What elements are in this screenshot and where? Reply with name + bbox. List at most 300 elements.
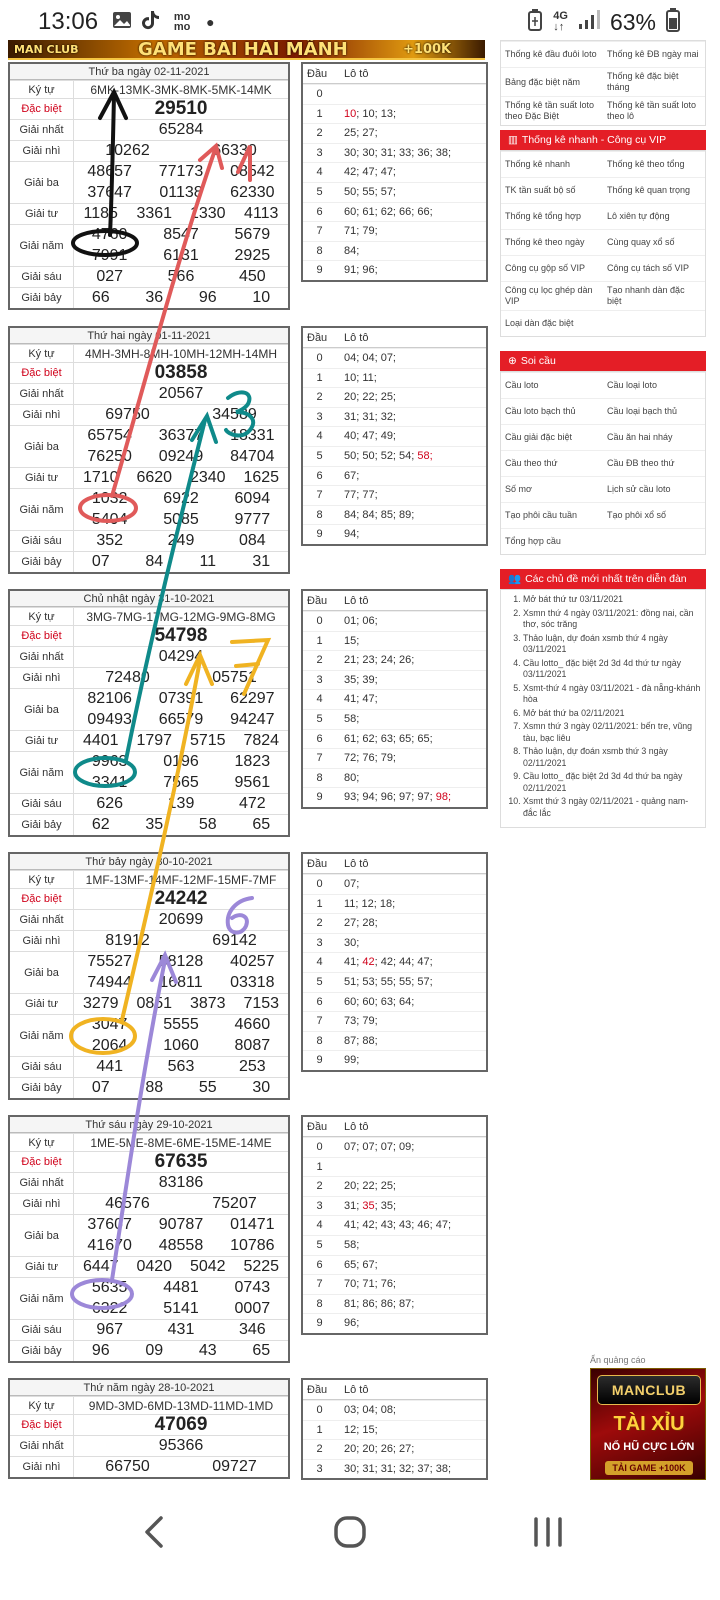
- prize-number: 6094: [234, 490, 271, 508]
- loto-row: [303, 1137, 486, 1157]
- recents-button[interactable]: [518, 1502, 578, 1562]
- threads-list: [503, 594, 701, 819]
- ad-subline: NỔ HŨ CỰC LỚN: [603, 1441, 695, 1453]
- special-prize-number: 29510: [154, 98, 208, 119]
- loto-values: [336, 1401, 486, 1420]
- sidebar-link[interactable]: Cầu ăn hai nháy: [607, 432, 673, 442]
- loto-row: [303, 1235, 486, 1255]
- prize-row: [10, 1214, 288, 1256]
- thread-link[interactable]: 7. Xsmn thứ 3 ngày 02/11/2021: bến tre, vũng tàu, bạc liêu: [523, 721, 701, 744]
- sidebar-row: [501, 476, 705, 502]
- loto-values: [336, 1256, 486, 1275]
- prize-row: [10, 888, 288, 909]
- prize-label: Giải năm: [10, 1015, 74, 1056]
- prize-number: 08542: [230, 163, 275, 181]
- loto-values: [336, 349, 486, 368]
- prize-values: [74, 815, 288, 835]
- vip-tools-header[interactable]: [500, 130, 706, 150]
- loto-head-digit: 6: [316, 1258, 323, 1271]
- loto-text: 96;: [344, 1317, 360, 1330]
- prize-number: 74944: [87, 973, 132, 991]
- loto-header: [303, 328, 486, 348]
- sidebar-link[interactable]: Lịch sử cầu loto: [607, 484, 671, 494]
- prize-label: Giải bảy: [10, 552, 74, 572]
- prize-row: [10, 1435, 288, 1456]
- sidebar-row: [501, 450, 705, 476]
- threads-header[interactable]: [500, 569, 706, 589]
- prize-number: 4481: [163, 1279, 199, 1297]
- prize-row: [10, 1456, 288, 1477]
- sidebar-row: [501, 41, 705, 67]
- sidebar-link[interactable]: TK tần suất bộ số: [505, 185, 576, 195]
- prize-row: [10, 793, 288, 814]
- sidebar-link[interactable]: Cầu loto: [505, 380, 539, 390]
- loto-values: [336, 651, 486, 670]
- sidebar-link[interactable]: Cầu loại bạch thủ: [607, 406, 678, 416]
- sidebar-row: [501, 96, 705, 125]
- loto-head-digit: 1: [316, 1160, 323, 1173]
- loto-highlight: 58;: [417, 449, 433, 462]
- kytu-label: Ký tự: [10, 1397, 74, 1414]
- prize-number: 09727: [212, 1458, 257, 1475]
- prize-label: Giải tư: [10, 468, 74, 488]
- loto-head-digit: 1: [316, 634, 323, 647]
- kytu-value: 1MF-13MF-14MF-12MF-15MF-7MF: [85, 872, 277, 887]
- prize-number: 9963: [91, 753, 128, 771]
- sidebar-row: [501, 203, 705, 229]
- prize-row: [10, 1077, 288, 1098]
- prize-number: 5042: [189, 1258, 226, 1275]
- prize-row: [10, 425, 288, 467]
- loto-row: [303, 1215, 486, 1235]
- prize-number: 3341: [91, 773, 128, 791]
- thread-link[interactable]: 5. Xsmt-thứ 4 ngày 03/11/2021 - đà nẵng-khánh hòa: [523, 683, 701, 706]
- loto-table: [301, 1115, 488, 1335]
- loto-head-digit: 3: [316, 146, 323, 159]
- thread-link[interactable]: 3. Thảo luận, dự đoán xsmb thứ 4 ngày 03/11/2021: [523, 633, 701, 656]
- prize-values: [74, 1173, 288, 1193]
- prize-number: 1625: [243, 469, 280, 486]
- loto-head-dau: Đầu: [307, 1384, 328, 1396]
- prize-label: Giải sáu: [10, 794, 74, 814]
- thread-link[interactable]: 9. Cầu lotto_ đặc biệt 2d 3d 4d thứ ba ngày 02/11/2021: [523, 771, 701, 794]
- special-prize-number: 47069: [154, 1414, 208, 1435]
- soicau-title: Soi cầu: [520, 355, 556, 367]
- special-prize-number: 67635: [154, 1151, 208, 1172]
- prize-number: 4760: [91, 226, 128, 244]
- loto-row: [303, 466, 486, 486]
- loto-head-digit: 4: [316, 956, 323, 969]
- loto-row: [303, 387, 486, 407]
- loto-text: 60; 61; 62; 66; 66;: [344, 205, 433, 218]
- prize-values: [74, 363, 288, 383]
- prize-number: 1060: [163, 1036, 199, 1054]
- prize-number: 450: [238, 268, 266, 285]
- loto-head-loto: Lô tô: [344, 858, 369, 870]
- loto-head-digit: 6: [316, 995, 323, 1008]
- prize-label: Giải nhì: [10, 931, 74, 951]
- loto-values: [336, 261, 486, 280]
- loto-table: [301, 1378, 488, 1480]
- thread-link[interactable]: 10. Xsmt thứ 3 ngày 02/11/2021 - quảng nam-đắc lắc: [523, 796, 701, 819]
- prize-values: [74, 1436, 288, 1456]
- prize-number: 72480: [105, 669, 150, 686]
- loto-head-digit: 5: [316, 185, 323, 198]
- loto-text: 67;: [344, 469, 360, 482]
- prize-row: [10, 730, 288, 751]
- sidebar-link[interactable]: Tạo phôi cầu tuần: [505, 510, 578, 520]
- loto-values: [336, 1197, 486, 1216]
- sidebar-link[interactable]: Thống kê đầu đuôi loto: [505, 49, 597, 59]
- sidebar-link[interactable]: Thống kê tổng hợp: [505, 211, 581, 221]
- thread-link[interactable]: 2. Xsmn thứ 4 ngày 03/11/2021: đồng nai, cần thơ, sóc trăng: [523, 608, 701, 631]
- prize-label: Đặc biệt: [10, 99, 74, 119]
- threads-title: Các chủ đề mới nhất trên diễn đàn: [525, 573, 687, 585]
- loto-values: [336, 1158, 486, 1177]
- loto-text: 77; 77;: [344, 489, 378, 502]
- results-date-title[interactable]: Thứ sáu ngày 29-10-2021: [10, 1117, 288, 1133]
- prize-number: 01471: [230, 1216, 275, 1234]
- soicau-header[interactable]: [500, 351, 706, 371]
- sidebar-row: [501, 398, 705, 424]
- results-date-title[interactable]: Thứ ba ngày 02-11-2021: [10, 64, 288, 80]
- loto-values: [336, 144, 486, 163]
- prize-label: Giải năm: [10, 1278, 74, 1319]
- sidebar-link[interactable]: Thống kê quan trọng: [607, 185, 691, 195]
- prize-row: [10, 530, 288, 551]
- prize-row: [10, 751, 288, 793]
- notification-dot-icon: ●: [206, 14, 215, 30]
- loto-values: [336, 203, 486, 222]
- prize-values: [74, 267, 288, 287]
- loto-text: 31;: [344, 1199, 363, 1212]
- loto-row: [303, 485, 486, 505]
- loto-values: [336, 1012, 486, 1031]
- loto-values: [336, 447, 486, 466]
- loto-text: 71; 79;: [344, 225, 378, 238]
- prize-values: [74, 994, 288, 1014]
- prize-values: [74, 288, 288, 308]
- kytu-value: 1ME-5ME-8ME-6ME-15ME-14ME: [90, 1135, 272, 1150]
- loto-head-digit: 0: [316, 878, 323, 890]
- banner-right-text: +100K: [403, 42, 452, 57]
- loto-row: [303, 1031, 486, 1051]
- prize-number: 76250: [87, 447, 132, 465]
- prize-values: [74, 1341, 288, 1361]
- loto-row: [303, 84, 486, 104]
- prize-number: 69750: [105, 406, 150, 423]
- prize-label: Đặc biệt: [10, 1152, 74, 1172]
- prize-number: 2064: [91, 1036, 128, 1054]
- sidebar-link[interactable]: Cầu ĐB theo thứ: [607, 458, 675, 468]
- prize-row: [10, 688, 288, 730]
- sidebar-row: [501, 372, 705, 398]
- loto-head-dau: Đầu: [307, 332, 328, 344]
- prize-number: 7991: [91, 246, 128, 264]
- loto-row: [303, 787, 486, 807]
- loto-values: [336, 788, 486, 807]
- loto-row: [303, 874, 486, 894]
- prize-label: Giải sáu: [10, 267, 74, 287]
- vip-tools-title: Thống kê nhanh - Công cụ VIP: [521, 134, 667, 146]
- loto-values: [336, 1138, 486, 1157]
- prize-number: 10: [252, 289, 271, 306]
- loto-values: [336, 525, 486, 544]
- loto-head-digit: 4: [316, 430, 323, 443]
- manclub-ad[interactable]: [590, 1368, 706, 1480]
- recents-icon: [530, 1514, 566, 1550]
- sidebar-link[interactable]: Số mơ: [505, 484, 532, 494]
- prize-label: Giải ba: [10, 162, 74, 203]
- prize-number: 05751: [212, 669, 257, 686]
- sidebar-link[interactable]: Thống kê ĐB ngày mai: [607, 49, 699, 59]
- prize-label: Giải năm: [10, 752, 74, 793]
- loto-row: [303, 1294, 486, 1314]
- prize-label: Giải bảy: [10, 288, 74, 308]
- home-button[interactable]: [320, 1502, 380, 1562]
- prize-number: 4113: [244, 205, 279, 222]
- results-date-title[interactable]: Thứ hai ngày 01-11-2021: [10, 328, 288, 344]
- prize-number: 0743: [234, 1279, 271, 1297]
- sidebar-link[interactable]: Bảng đặc biệt năm: [505, 76, 581, 87]
- thread-link[interactable]: 6. Mở bát thứ ba 02/11/2021: [523, 708, 701, 720]
- thread-link[interactable]: 8. Thảo luận, dự đoán xsmb thứ 3 ngày 02/11/2021: [523, 746, 701, 769]
- sidebar-link[interactable]: Công cụ lọc ghép dàn VIP: [505, 285, 593, 306]
- loto-head-digit: 3: [316, 1199, 323, 1212]
- loto-head-digit: 1: [316, 897, 323, 910]
- results-column: [8, 62, 488, 1480]
- status-time: 13:06: [38, 8, 99, 35]
- sidebar-link[interactable]: Tạo nhanh dàn đặc biệt: [607, 285, 685, 306]
- hide-ad-link[interactable]: Ẩn quảng cáo: [590, 1355, 646, 1365]
- sidebar-row: [501, 255, 705, 281]
- loto-row: [303, 670, 486, 690]
- prize-row: [10, 930, 288, 951]
- loto-values: [336, 749, 486, 768]
- prize-number: 5085: [163, 510, 199, 528]
- loto-table: [301, 326, 488, 546]
- loto-text: ; 42; 44; 47;: [374, 956, 433, 969]
- loto-highlight: 35: [362, 1199, 375, 1212]
- loto-head-digit: 0: [316, 88, 323, 100]
- side-ad[interactable]: [590, 1355, 708, 1480]
- loto-text: 41; 47;: [344, 693, 378, 706]
- results-table: [8, 1115, 290, 1363]
- prize-number: 6447: [82, 1258, 119, 1275]
- prize-number: 01138: [159, 183, 203, 201]
- prize-number: 18331: [230, 427, 275, 445]
- loto-row: [303, 104, 486, 124]
- prize-values: [74, 952, 288, 993]
- loto-values: [336, 242, 486, 261]
- prize-row: [10, 119, 288, 140]
- battery-saver-icon: [527, 9, 543, 36]
- sidebar-link[interactable]: Công cụ tách số VIP: [607, 263, 690, 273]
- sidebar-row: [501, 229, 705, 255]
- kytu-value: 4MH-3MH-8MH-10MH-12MH-14MH: [84, 346, 278, 361]
- prize-number: 7153: [243, 995, 280, 1012]
- thread-link[interactable]: 1. Mở bát thứ tư 03/11/2021: [523, 594, 701, 606]
- prize-row: [10, 1172, 288, 1193]
- loto-head-digit: 8: [316, 244, 323, 257]
- prize-number: 6620: [136, 469, 173, 486]
- thread-link[interactable]: 4. Cầu lotto_ đặc biệt 2d 3d 4d thứ tư ngày 03/11/2021: [523, 658, 701, 681]
- prize-row: [10, 1414, 288, 1435]
- prize-number: 09: [145, 1342, 164, 1359]
- vip-tools-grid: [500, 150, 706, 337]
- loto-text: 51; 53; 55; 55; 57;: [344, 975, 433, 988]
- loto-head-digit: 8: [316, 771, 323, 784]
- sidebar-row: [501, 424, 705, 450]
- loto-values: [336, 895, 486, 914]
- sidebar-link[interactable]: Thống kê tần suất loto theo lô: [607, 100, 697, 121]
- loto-values: [336, 1295, 486, 1314]
- results-date-title[interactable]: Chủ nhật ngày 31-10-2021: [10, 591, 288, 607]
- prize-row: [10, 383, 288, 404]
- prize-values: [74, 1415, 288, 1435]
- sidebar-link[interactable]: Thống kê tần suất loto theo Đặc Biệt: [505, 100, 595, 121]
- loto-values: [336, 710, 486, 729]
- prize-number: 472: [238, 795, 266, 812]
- results-date-title[interactable]: Thứ bảy ngày 30-10-2021: [10, 854, 288, 870]
- prize-values: [74, 1257, 288, 1277]
- loto-head-digit: 7: [316, 752, 323, 765]
- prize-values: [74, 910, 288, 930]
- sidebar-link[interactable]: Thống kê theo ngày: [505, 237, 585, 247]
- loto-text: 87; 88;: [344, 1034, 378, 1047]
- loto-head-digit: 0: [316, 1141, 323, 1153]
- prize-number: 4660: [234, 1016, 271, 1034]
- kytu-value: 3MG-7MG-17MG-12MG-9MG-8MG: [86, 609, 276, 624]
- loto-row: [303, 1400, 486, 1420]
- prize-number: 81912: [105, 932, 150, 949]
- loto-text: 30;: [344, 936, 360, 949]
- sidebar-stats-grid: [500, 40, 706, 126]
- sidebar-link[interactable]: Thống kê nhanh: [505, 159, 571, 169]
- prize-row: [10, 224, 288, 266]
- prize-number: 82106: [87, 690, 132, 708]
- prize-row: [10, 814, 288, 835]
- loto-row: [303, 650, 486, 670]
- loto-text: 12; 15;: [344, 1423, 378, 1436]
- back-button[interactable]: [124, 1502, 184, 1562]
- loto-row: [303, 933, 486, 953]
- sidebar-empty-cell: [603, 311, 705, 336]
- prize-number: 3361: [136, 205, 173, 222]
- prize-row: [10, 646, 288, 667]
- prize-values: [74, 1215, 288, 1256]
- loto-head-dau: Đầu: [307, 858, 328, 870]
- loto-row: [303, 1274, 486, 1294]
- prize-values: [74, 1078, 288, 1098]
- loto-text: 01; 06;: [344, 615, 378, 627]
- results-date-title[interactable]: Thứ năm ngày 28-10-2021: [10, 1380, 288, 1396]
- prize-label: Giải tư: [10, 204, 74, 224]
- image-icon: [112, 11, 132, 33]
- prize-row: [10, 993, 288, 1014]
- prize-number: 75527: [87, 953, 132, 971]
- sidebar: [500, 40, 706, 828]
- loto-values: [336, 105, 486, 124]
- sidebar-link[interactable]: Cầu giải đặc biệt: [505, 432, 573, 442]
- sidebar-link[interactable]: Tổng hợp cầu: [505, 536, 561, 546]
- special-prize-number: 54798: [154, 625, 208, 646]
- loto-head-digit: 7: [316, 489, 323, 502]
- ad-button[interactable]: TẢI GAME +100K: [605, 1461, 693, 1475]
- loto-row: [303, 1176, 486, 1196]
- sidebar-link[interactable]: Lô xiên tự động: [607, 211, 670, 221]
- loto-values: [336, 427, 486, 446]
- soicau-grid: [500, 371, 706, 555]
- loto-highlight: 10: [344, 107, 357, 120]
- sidebar-row: [501, 281, 705, 310]
- prize-number: 65: [252, 816, 271, 833]
- prize-number: 0007: [234, 1299, 271, 1317]
- prize-values: [74, 1015, 288, 1056]
- sidebar-link[interactable]: Cầu loại loto: [607, 380, 658, 390]
- loto-text: 84; 84; 85; 89;: [344, 508, 415, 521]
- prize-number: 36377: [158, 427, 204, 445]
- prize-number: 90787: [158, 1216, 204, 1234]
- loto-head-digit: 6: [316, 205, 323, 218]
- prize-number: 03318: [230, 973, 275, 991]
- loto-values: [336, 163, 486, 182]
- loto-row: [303, 446, 486, 466]
- sidebar-link[interactable]: Công cụ gộp số VIP: [505, 263, 586, 273]
- sidebar-link[interactable]: Cầu loto bạch thủ: [505, 406, 576, 416]
- sidebar-link[interactable]: Loại dàn đặc biệt: [505, 318, 574, 328]
- loto-row: [303, 1313, 486, 1333]
- loto-head-digit: 4: [316, 166, 323, 179]
- prize-number: 04294: [158, 648, 204, 665]
- sidebar-link[interactable]: Thống kê đặc biệt tháng: [607, 71, 679, 92]
- loto-values: [336, 612, 486, 631]
- prize-row: [10, 1319, 288, 1340]
- loto-row: [303, 162, 486, 182]
- prize-number: 10262: [105, 142, 150, 159]
- prize-number: 07: [91, 553, 110, 570]
- prize-number: 0196: [163, 753, 199, 771]
- prize-number: 5555: [163, 1016, 199, 1034]
- prize-number: 83186: [158, 1174, 204, 1191]
- loto-highlight: 42: [362, 956, 375, 969]
- prize-row: [10, 625, 288, 646]
- prize-row: [10, 951, 288, 993]
- prize-number: 3047: [91, 1016, 128, 1034]
- prize-number: 65754: [87, 427, 132, 445]
- prize-row: [10, 203, 288, 224]
- special-prize-number: 24242: [154, 888, 208, 909]
- sidebar-link[interactable]: Cùng quay xổ số: [607, 237, 675, 247]
- loto-head-digit: 2: [316, 391, 323, 404]
- loto-head-digit: 6: [316, 469, 323, 482]
- prize-number: 07391: [158, 690, 204, 708]
- loto-head-digit: 2: [316, 1180, 323, 1193]
- sidebar-link[interactable]: Cầu theo thứ: [505, 458, 558, 468]
- loto-head-dau: Đầu: [307, 595, 328, 607]
- prize-label: Giải nhất: [10, 1173, 74, 1193]
- top-ad-banner[interactable]: [8, 40, 485, 60]
- loto-text: 42; 47; 47;: [344, 166, 396, 179]
- loto-header: [303, 854, 486, 874]
- sidebar-link[interactable]: Tạo phôi xổ số: [607, 510, 667, 520]
- sidebar-link[interactable]: Thống kê theo tổng: [607, 159, 685, 169]
- loto-header: [303, 591, 486, 611]
- kytu-row: [10, 870, 288, 888]
- prize-label: Giải nhất: [10, 910, 74, 930]
- prize-number: 0420: [136, 1258, 173, 1275]
- loto-text: 11; 12; 18;: [344, 897, 396, 910]
